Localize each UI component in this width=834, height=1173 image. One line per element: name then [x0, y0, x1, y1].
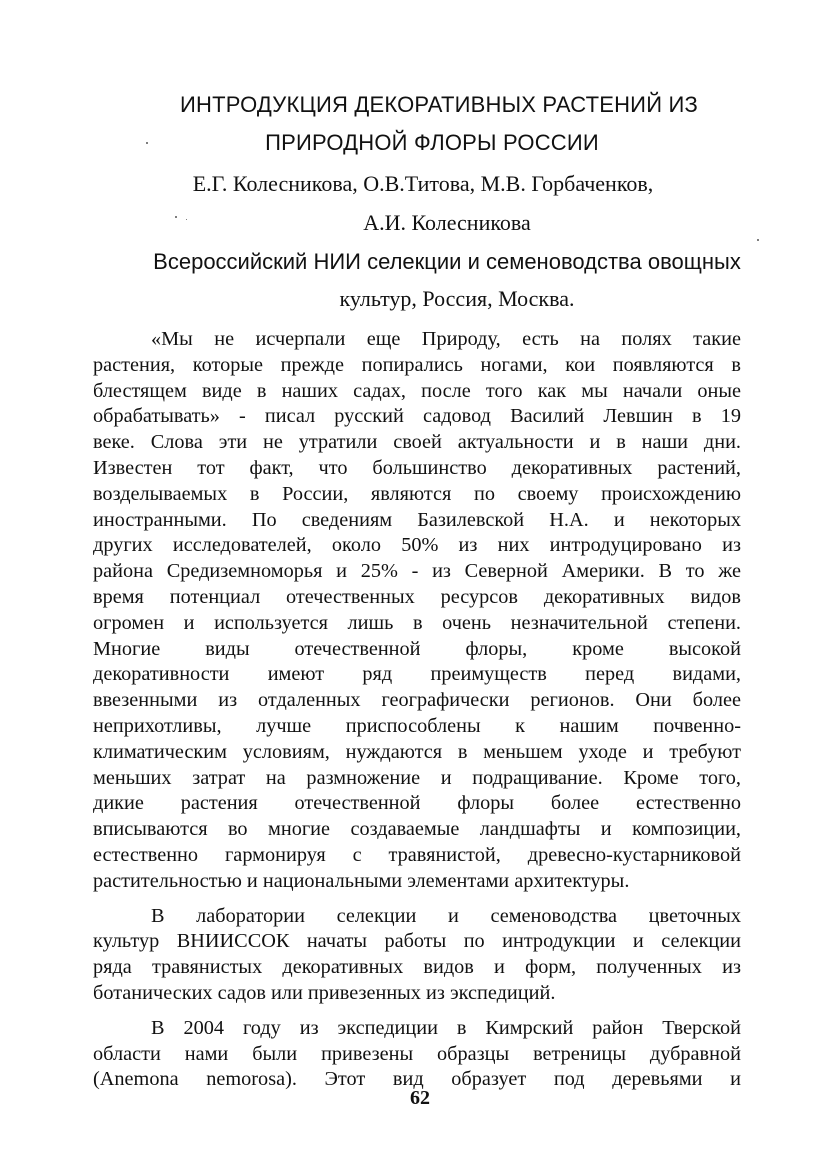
scan-speck	[175, 216, 177, 218]
body-text	[93, 327, 741, 1093]
paragraph-line: время потенциал отечественных ресурсов декоративных видов	[93, 585, 741, 608]
paragraph-line: веке. Слова эти не утратили своей актуальности и в наши дни.	[93, 431, 741, 454]
paragraph-1	[93, 327, 741, 895]
scan-speck	[186, 219, 187, 220]
paragraph-line: В лаборатории селекции и семеноводства цветочных	[151, 904, 741, 927]
title-line-1: ИНТРОДУКЦИЯ ДЕКОРАТИВНЫХ РАСТЕНИЙ ИЗ	[179, 92, 699, 117]
paragraph-line: вписываются во многие создаваемые ландшафты и композиции,	[93, 818, 741, 841]
paragraph-line: растительностью и национальными элементами архитектуры.	[93, 869, 630, 892]
paragraph-line: (Anemona nemorosa). Этот вид образует под деревьями и	[93, 1068, 741, 1091]
paragraph-line: декоративности имеют ряд преимуществ перед видами,	[93, 663, 741, 686]
authors-line-2: А.И. Колесникова	[363, 210, 531, 235]
paragraph-line: неприхотливы, лучше приспособлены к нашим почвенно-	[93, 714, 741, 737]
page-number: 62	[410, 1087, 430, 1109]
title-line-2: ПРИРОДНОЙ ФЛОРЫ РОССИИ	[265, 130, 599, 155]
paragraph-line: обрабатывать» - писал русский садовод Василий Левшин в 19	[93, 405, 741, 428]
paragraph-line: «Мы не исчерпали еще Природу, есть на полях такие	[151, 328, 741, 350]
paragraph-line: других исследователей, около 50% из них интродуцировано из	[93, 534, 741, 557]
paragraph-line: ботанических садов или привезенных из экспедиций.	[93, 981, 556, 1004]
paragraph-line: ввезенными из отдаленных географически регионов. Они более	[93, 689, 741, 712]
authors-line-1: Е.Г. Колесникова, О.В.Титова, М.В. Горбаченков,	[192, 171, 654, 196]
paragraph-line: дикие растения отечественной флоры более естественно	[93, 792, 741, 815]
paragraph-line: района Средиземноморья и 25% - из Северной Америки. В то же	[93, 560, 741, 583]
paragraph-line: растения, которые прежде попирались ногами, кои появляются в	[93, 353, 741, 376]
paragraph-line: огромен и используется лишь в очень незначительной степени.	[93, 611, 741, 634]
paragraph-gap	[93, 895, 741, 904]
paragraph-line: культур ВНИИССОК начаты работы по интродукции и селекции	[93, 930, 741, 953]
paragraph-line: возделываемых в России, являются по своему происхождению	[93, 482, 741, 505]
paragraph-line: блестящем виде в наших садах, после того как мы начали оные	[93, 379, 741, 402]
scan-speck	[757, 239, 759, 241]
paragraph-2	[93, 904, 741, 1007]
paragraph-line: меньших затрат на размножение и подращивание. Кроме того,	[93, 766, 741, 789]
paragraph-3	[93, 1016, 741, 1093]
paragraph-line: климатическим условиям, нуждаются в меньшем уходе и требуют	[93, 740, 741, 763]
paragraph-line: В 2004 году из экспедиции в Кимрский район Тверской	[151, 1016, 741, 1039]
paragraph-line: ряда травянистых декоративных видов и форм, полученных из	[93, 956, 741, 979]
paragraph-line: естественно гармонируя с травянистой, древесно-кустарниковой	[93, 843, 741, 866]
paragraph-gap	[93, 1007, 741, 1016]
paragraph-line: Многие виды отечественной флоры, кроме высокой	[93, 637, 741, 660]
scan-speck	[146, 142, 148, 144]
affiliation-line-2: культур, Россия, Москва.	[339, 286, 575, 311]
affiliation-line-1: Всероссийский НИИ селекции и семеноводства овощных	[153, 249, 741, 274]
paragraph-line: иностранными. По сведениям Базилевской Н.А. и некоторых	[93, 508, 741, 531]
paragraph-line: области нами были привезены образцы ветреницы дубравной	[93, 1042, 741, 1065]
paragraph-line: Известен тот факт, что большинство декоративных растений,	[93, 456, 741, 479]
